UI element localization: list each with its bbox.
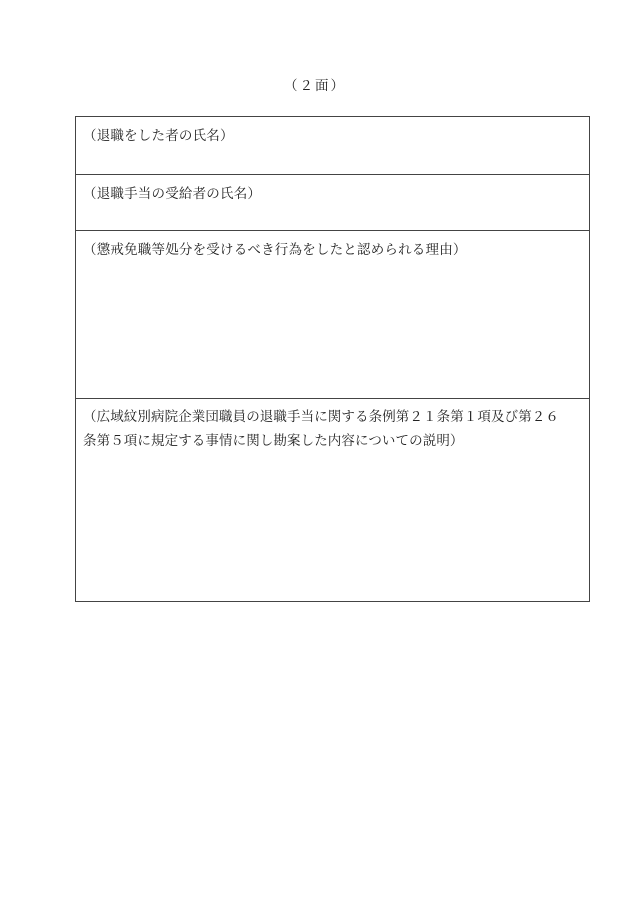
recipient-name-label: （退職手当の受給者の氏名） [83,186,262,202]
retiree-name-label: （退職をした者の氏名） [83,128,234,144]
circumstances-explanation-label-line-1: （広域紋別病院企業団職員の退職手当に関する条例第２１条第１項及び第２６ [83,409,559,425]
retiree-name-row[interactable] [76,117,589,174]
disciplinary-reason-label: （懲戒免職等処分を受けるべき行為をしたと認められる理由） [83,242,467,258]
recipient-name-row[interactable] [76,174,589,230]
page-heading: （２面） [284,78,346,94]
form-table [75,116,590,602]
disciplinary-reason-row[interactable] [76,230,589,398]
circumstances-explanation-row[interactable] [76,398,589,601]
circumstances-explanation-label [83,405,583,453]
circumstances-explanation-label-line-2: 条第５項に規定する事情に関し勘案した内容についての説明） [83,433,464,449]
